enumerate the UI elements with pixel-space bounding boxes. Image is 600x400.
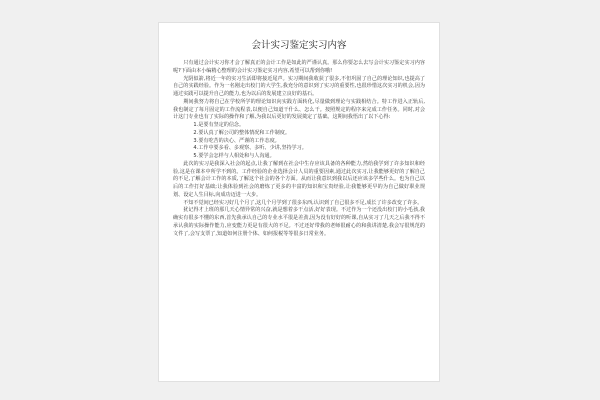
paragraph: 光阴似箭,将近一年的实习生活即将接近尾声。实习期间我收获了很多,不但巩固了自己的理论知识,也提高了自己的实践经验。作为一名刚走出校门的大学生,我充分的意识到了实习的重要性,也很珍惜这次实习的机会,因为通过实践可以提升自己的能力,也为以后的发展建立良好的基石。 <box>173 75 425 97</box>
list-item: 1.是要有坚定的信念。 <box>193 122 245 128</box>
list-item: 3.要有吃苦的决心、严谨的工作态度。 <box>193 137 280 144</box>
paragraph: 期间我努力将自己在学校所学的理论知识向实践方面转化,尽量做到理论与实践相结合。特工作进入正轨后,我也制定了每月固定的工作流程表,以便自己知道干什么、怎么干。按照规定的程序来完成工作任务。同时,对会计这门专业也有了实际的操作和了解,为我以后更好的发展奠定了基础。这期间我悟出了以下心得: <box>173 98 425 121</box>
document-title: 会计实习鉴定实习内容 <box>251 40 347 51</box>
paragraph: 不知不觉间已经实习好几个月了,这几个月学到了很多东西,认识到了自己很多不足,成长了许多改变了许多。 <box>183 199 423 206</box>
document-body <box>173 60 425 238</box>
list-item: 5.要学会怎样与人相处和与人沟通。 <box>193 153 275 159</box>
paragraph: 此次的实习是我深入社会的起点,让我了解到在社会中生存应该具备的各种能力,然给我学到了许多知识和经验,这是在课本中所学不到的。工作经验的企业选择会计人员的重要因素,通过此次实习,让我能够更好的了解自己的不足,了解会计工作的本质,了解这个社会的各个方面。从而让我意识到我以后还应该多学些什么。也为自己以后的工作打好基础;让我体验到社会的磨炼了更多的丰富的知识和宝贵经验,让我能够更早的为自己做好职业规划、设定人生目标,向成功迈进一大步。 <box>173 160 425 198</box>
list-item: 4.工作中要多看、多观察、多听、少讲,坚持学习。 <box>193 145 307 152</box>
document-page <box>158 22 440 382</box>
paragraph: 只有通过会计实习你才会了解真正的会计工作是如此的严谨认真。那么你要怎么去写会计实习鉴定实习内容呢?下面由本小编精心整理的会计实习鉴定实习内容,希望可以帮到你哦! <box>173 60 425 74</box>
list-item: 2.要认真了解公司的整体情况和工作制度。 <box>193 129 290 136</box>
paragraph: 犹记得才上班的那几天心情异常的兴奋,就是想着多干点活,好好表现。不过作为一个还没出校门的小毛孩,我确实有很多不懂的东西,首先我承认自己的专业水平很是差劲,因为没有好好的听课,自从实习了几天之后我不得不承认我的实际操作能力,应变能力更是有很大的不足。不过还好带我的老师很耐心的和我讲清楚,我会写很规范的文件了,会写支票了,知道如何注册个体、如何报税等等很多日常业务。 <box>173 207 425 237</box>
